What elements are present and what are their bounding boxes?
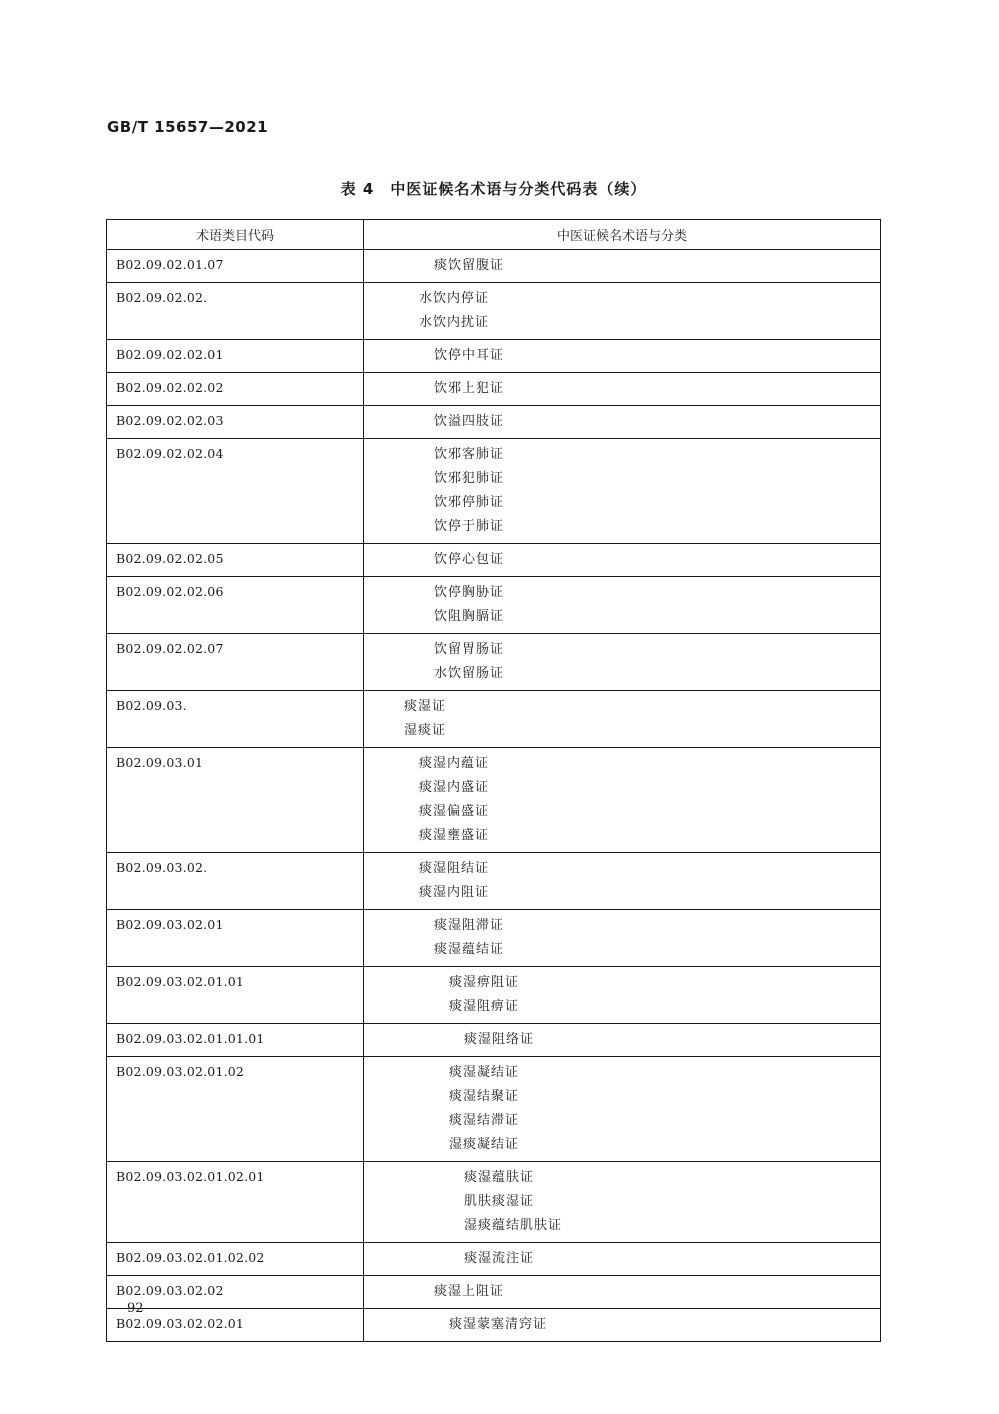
page-number: 92 xyxy=(127,1301,144,1316)
syndrome-terms-cell xyxy=(364,1243,881,1276)
table-body xyxy=(107,250,881,1342)
syndrome-term: 痰湿阻痹证 xyxy=(449,999,520,1014)
table-title: 表 4 中医证候名术语与分类代码表（续） xyxy=(340,180,647,198)
syndrome-term: 饮停于肺证 xyxy=(434,519,505,534)
table-row xyxy=(107,691,881,748)
category-code-cell: B02.09.03.02.01 xyxy=(107,910,364,967)
syndrome-terms-cell xyxy=(364,853,881,910)
syndrome-term: 痰湿内阻证 xyxy=(419,885,490,900)
syndrome-terms-cell xyxy=(364,748,881,853)
syndrome-terms-cell xyxy=(364,283,881,340)
syndrome-terms-cell xyxy=(364,373,881,406)
syndrome-terms-cell xyxy=(364,1162,881,1243)
syndrome-term: 痰湿结滞证 xyxy=(449,1113,520,1128)
syndrome-term: 肌肤痰湿证 xyxy=(464,1194,535,1209)
syndrome-term: 痰湿内盛证 xyxy=(419,780,490,795)
category-code-cell: B02.09.02.02.07 xyxy=(107,634,364,691)
table-row xyxy=(107,1309,881,1342)
syndrome-term: 饮邪停肺证 xyxy=(434,495,505,510)
syndrome-terms-cell xyxy=(364,1057,881,1162)
syndrome-terms-cell xyxy=(364,340,881,373)
syndrome-term: 饮阻胸膈证 xyxy=(434,609,505,624)
table-row xyxy=(107,967,881,1024)
syndrome-term: 痰湿痹阻证 xyxy=(449,975,520,990)
syndrome-terms-cell xyxy=(364,634,881,691)
table-row xyxy=(107,634,881,691)
category-code-cell: B02.09.03.02.01.01.01 xyxy=(107,1024,364,1057)
syndrome-term: 饮留胃肠证 xyxy=(434,642,505,657)
table-row xyxy=(107,1243,881,1276)
category-code-cell: B02.09.02.02. xyxy=(107,283,364,340)
table-row xyxy=(107,577,881,634)
syndrome-term: 痰湿流注证 xyxy=(464,1251,535,1266)
syndrome-term: 痰饮留腹证 xyxy=(434,258,505,273)
syndrome-terms-cell xyxy=(364,1276,881,1309)
column-header-terms: 中医证候名术语与分类 xyxy=(364,220,881,250)
syndrome-term: 饮停心包证 xyxy=(434,552,505,567)
syndrome-term: 痰湿凝结证 xyxy=(449,1065,520,1080)
category-code-cell: B02.09.03.02.02 xyxy=(107,1276,364,1309)
syndrome-term: 饮溢四肢证 xyxy=(434,414,505,429)
table-row xyxy=(107,406,881,439)
syndrome-term: 痰湿阻络证 xyxy=(464,1032,535,1047)
category-code-cell: B02.09.02.02.04 xyxy=(107,439,364,544)
syndrome-term: 痰湿蕴肤证 xyxy=(464,1170,535,1185)
syndrome-terms-cell xyxy=(364,1024,881,1057)
category-code-cell: B02.09.02.02.01 xyxy=(107,340,364,373)
table-row xyxy=(107,373,881,406)
table-row xyxy=(107,1162,881,1243)
syndrome-term: 湿痰证 xyxy=(404,723,447,738)
table-row xyxy=(107,1024,881,1057)
syndrome-term: 痰湿蕴结证 xyxy=(434,942,505,957)
syndrome-term: 痰湿证 xyxy=(404,699,447,714)
category-code-cell: B02.09.03. xyxy=(107,691,364,748)
syndrome-term: 痰湿上阻证 xyxy=(434,1284,505,1299)
syndrome-terms-cell xyxy=(364,544,881,577)
table-row xyxy=(107,853,881,910)
syndrome-terms-cell xyxy=(364,691,881,748)
table-row xyxy=(107,1276,881,1309)
syndrome-terms-cell xyxy=(364,250,881,283)
category-code-cell: B02.09.02.01.07 xyxy=(107,250,364,283)
column-header-code: 术语类目代码 xyxy=(107,220,364,250)
category-code-cell: B02.09.03.02. xyxy=(107,853,364,910)
category-code-cell: B02.09.03.02.01.02 xyxy=(107,1057,364,1162)
category-code-cell: B02.09.02.02.02 xyxy=(107,373,364,406)
syndrome-terms-cell xyxy=(364,577,881,634)
syndrome-term: 饮停中耳证 xyxy=(434,348,505,363)
syndrome-terms-cell xyxy=(364,439,881,544)
syndrome-term: 饮邪犯肺证 xyxy=(434,471,505,486)
syndrome-term: 水饮留肠证 xyxy=(434,666,505,681)
syndrome-terms-cell xyxy=(364,406,881,439)
category-code-cell: B02.09.03.02.01.02.01 xyxy=(107,1162,364,1243)
table-row xyxy=(107,1057,881,1162)
syndrome-term: 痰湿偏盛证 xyxy=(419,804,490,819)
terminology-code-table xyxy=(106,219,881,1342)
category-code-cell: B02.09.03.02.01.01 xyxy=(107,967,364,1024)
category-code-cell: B02.09.03.01 xyxy=(107,748,364,853)
syndrome-term: 痰湿阻结证 xyxy=(419,861,490,876)
table-row xyxy=(107,250,881,283)
category-code-cell: B02.09.02.02.06 xyxy=(107,577,364,634)
syndrome-term: 水饮内停证 xyxy=(419,291,490,306)
syndrome-term: 饮停胸胁证 xyxy=(434,585,505,600)
syndrome-term: 痰湿蒙塞清窍证 xyxy=(449,1317,548,1332)
syndrome-term: 痰湿壅盛证 xyxy=(419,828,490,843)
syndrome-term: 湿痰蕴结肌肤证 xyxy=(464,1218,563,1233)
syndrome-terms-cell xyxy=(364,910,881,967)
standard-code-header: GB/T 15657—2021 xyxy=(107,118,269,136)
table-row xyxy=(107,340,881,373)
table-row xyxy=(107,439,881,544)
syndrome-terms-cell xyxy=(364,967,881,1024)
syndrome-term: 饮邪客肺证 xyxy=(434,447,505,462)
syndrome-term: 水饮内扰证 xyxy=(419,315,490,330)
table-row xyxy=(107,910,881,967)
syndrome-term: 湿痰凝结证 xyxy=(449,1137,520,1152)
table-row xyxy=(107,283,881,340)
syndrome-term: 痰湿阻滞证 xyxy=(434,918,505,933)
table-row xyxy=(107,544,881,577)
category-code-cell: B02.09.02.02.05 xyxy=(107,544,364,577)
category-code-cell: B02.09.03.02.02.01 xyxy=(107,1309,364,1342)
category-code-cell: B02.09.02.02.03 xyxy=(107,406,364,439)
syndrome-terms-cell xyxy=(364,1309,881,1342)
category-code-cell: B02.09.03.02.01.02.02 xyxy=(107,1243,364,1276)
syndrome-term: 饮邪上犯证 xyxy=(434,381,505,396)
syndrome-term: 痰湿内蕴证 xyxy=(419,756,490,771)
syndrome-term: 痰湿结聚证 xyxy=(449,1089,520,1104)
table-row xyxy=(107,748,881,853)
table-header-row xyxy=(107,220,881,250)
